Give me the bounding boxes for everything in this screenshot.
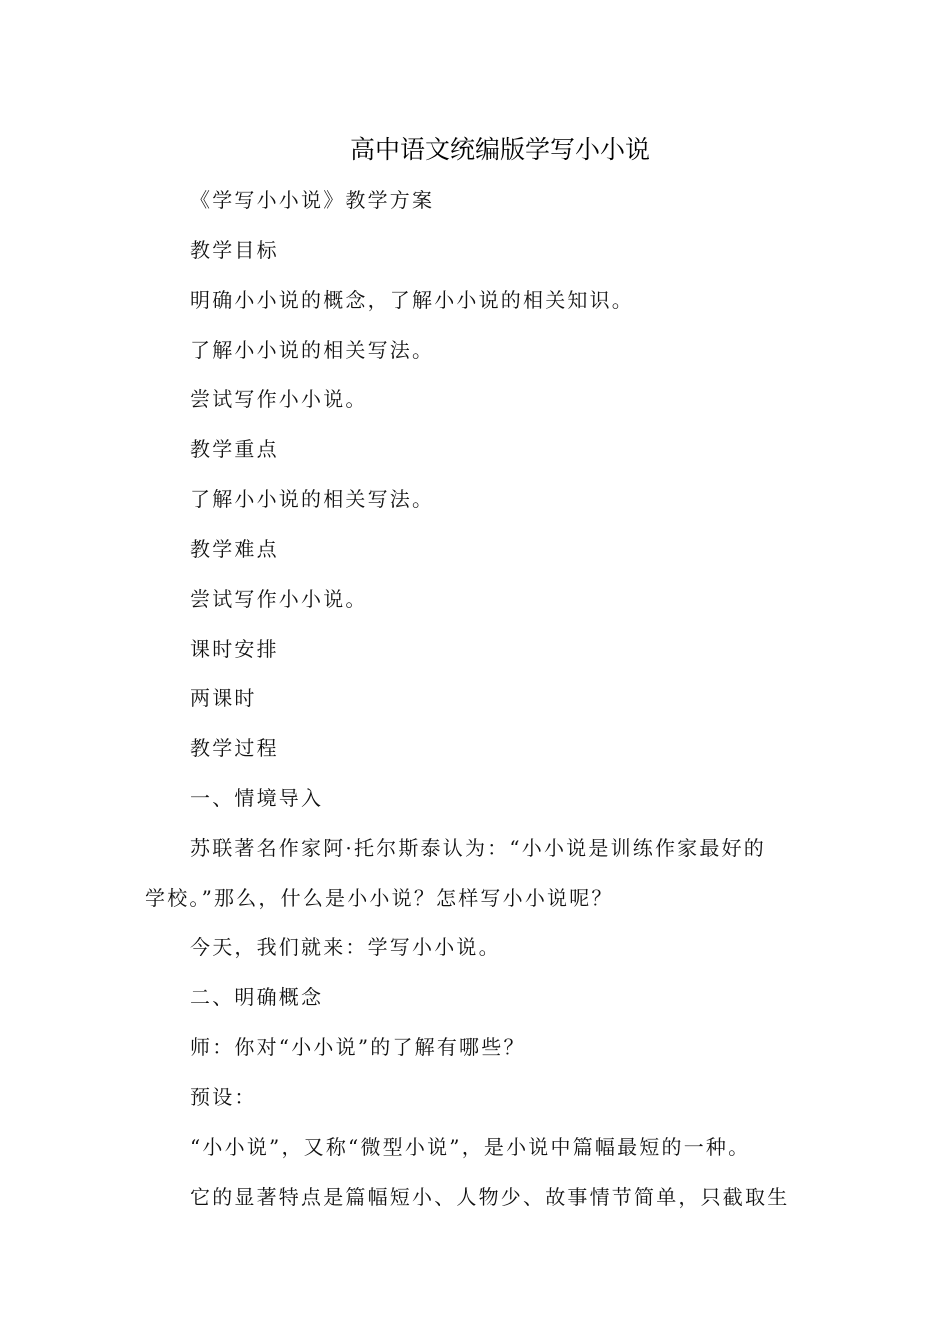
paragraph-line: 两课时 — [190, 686, 257, 710]
paragraph-line: 尝试写作小小说。 — [190, 387, 368, 411]
paragraph-line: 了解小小说的相关写法。 — [190, 338, 435, 362]
paragraph-line: 尝试写作小小说。 — [190, 587, 368, 611]
paragraph-line: 师：你对“小小说”的了解有哪些？ — [190, 1035, 526, 1059]
section-heading-schedule: 课时安排 — [190, 637, 279, 661]
paragraph-line: 了解小小说的相关写法。 — [190, 487, 435, 511]
paragraph-line: 它的显著特点是篇幅短小、人物少、故事情节简单，只截取生 — [190, 1185, 790, 1209]
plan-heading: 《学写小小说》教学方案 — [190, 188, 435, 212]
section-heading-difficulties: 教学难点 — [190, 537, 279, 561]
section-heading-objectives: 教学目标 — [190, 238, 279, 262]
subsection-heading-concept: 二、明确概念 — [190, 985, 324, 1009]
paragraph-line: 预设： — [190, 1085, 257, 1109]
paragraph-line: 今天，我们就来：学写小小说。 — [190, 935, 501, 959]
paragraph-line: 明确小小说的概念，了解小小说的相关知识。 — [190, 288, 634, 312]
section-heading-process: 教学过程 — [190, 736, 279, 760]
paragraph-line-continuation: 学校。”那么，什么是小小说？怎样写小小说呢？ — [145, 886, 614, 910]
subsection-heading-intro: 一、情境导入 — [190, 786, 324, 810]
section-heading-key-points: 教学重点 — [190, 437, 279, 461]
paragraph-line: 苏联著名作家阿·托尔斯泰认为：“小小说是训练作家最好的 — [190, 836, 766, 860]
document-title: 高中语文统编版学写小小说 — [349, 135, 650, 164]
paragraph-line: “小小说”，又称“微型小说”，是小说中篇幅最短的一种。 — [190, 1135, 751, 1159]
